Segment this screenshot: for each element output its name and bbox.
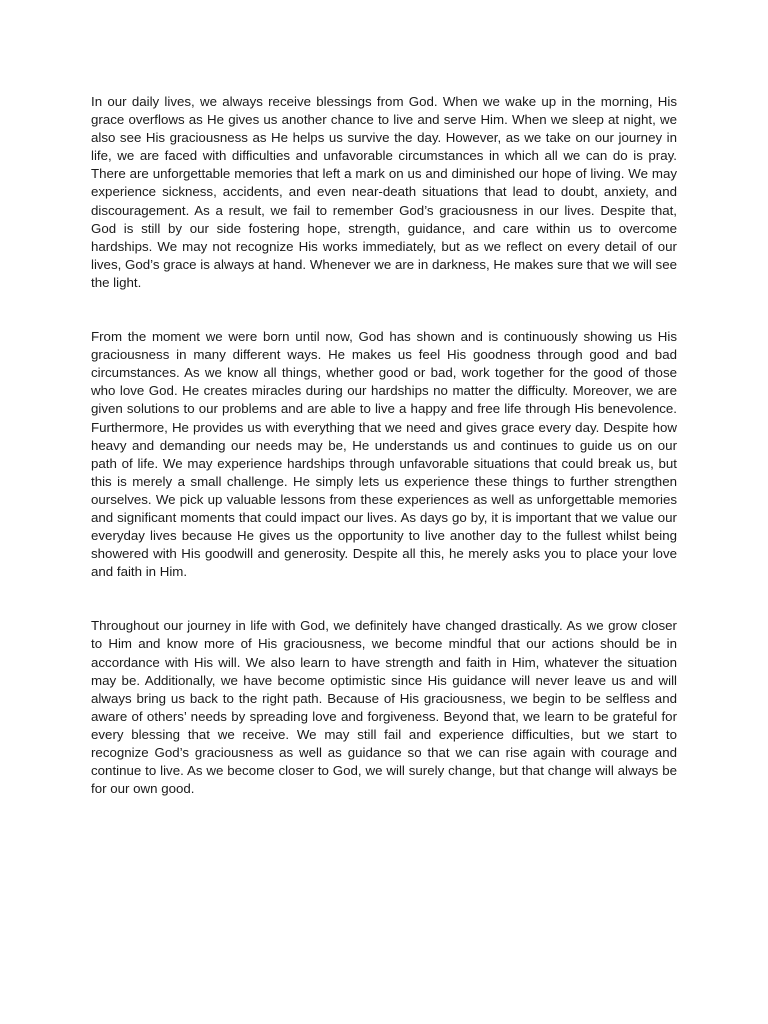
document-body	[91, 93, 677, 798]
paragraph-2: From the moment we were born until now, God has shown and is continuously showing us His graciousness in many different ways. He makes us feel His goodness through good and bad circumstances. As we know all things, whether good or bad, work together for the good of those who love God. He creates miracles during our hardships no matter the difficulty. Moreover, we are given solutions to our problems and are able to live a happy and free life through His benevolence. Furthermore, He provides us with everything that we need and gives grace every day. Despite how heavy and demanding our needs may be, He understands us and continues to guide us on our path of life. We may experience hardships through unfavorable situations that could break us, but this is merely a small challenge. He simply lets us experience these things to further strengthen ourselves. We pick up valuable lessons from these experiences as well as unforgettable memories and significant moments that could impact our lives. As days go by, it is important that we value our everyday lives because He gives us the opportunity to live another day to the fullest whilst being showered with His goodwill and generosity. Despite all this, he merely asks you to place your love and faith in Him.	[91, 329, 677, 580]
paragraph-1: In our daily lives, we always receive blessings from God. When we wake up in the morning, His grace overflows as He gives us another chance to live and serve Him. When we sleep at night, we also see His graciousness as He helps us survive the day. However, as we take on our journey in life, we are faced with difficulties and unfavorable circumstances in which all we can do is pray. There are unforgettable memories that left a mark on us and diminished our hope of living. We may experience sickness, accidents, and even near-death situations that lead to doubt, anxiety, and discouragement. As a result, we fail to remember God’s graciousness in our lives. Despite that, God is still by our side fostering hope, strength, guidance, and care within us to overcome hardships. We may not recognize His works immediately, but as we reflect on every detail of our lives, God’s grace is always at hand. Whenever we are in darkness, He makes sure that we will see the light.	[91, 94, 677, 290]
paragraph-3: Throughout our journey in life with God, we definitely have changed drastically. As we grow closer to Him and know more of His graciousness, we become mindful that our actions should be in accordance with His will. We also learn to have strength and faith in Him, whatever the situation may be. Additionally, we have become optimistic since His guidance will never leave us and will always bring us back to the right path. Because of His graciousness, we begin to be selfless and aware of others’ needs by spreading love and forgiveness. Beyond that, we learn to be grateful for every blessing that we receive. We may still fail and experience difficulties, but we start to recognize God’s graciousness as well as guidance so that we can rise again with courage and continue to live. As we become closer to God, we will surely change, but that change will always be for our own good.	[91, 618, 677, 797]
